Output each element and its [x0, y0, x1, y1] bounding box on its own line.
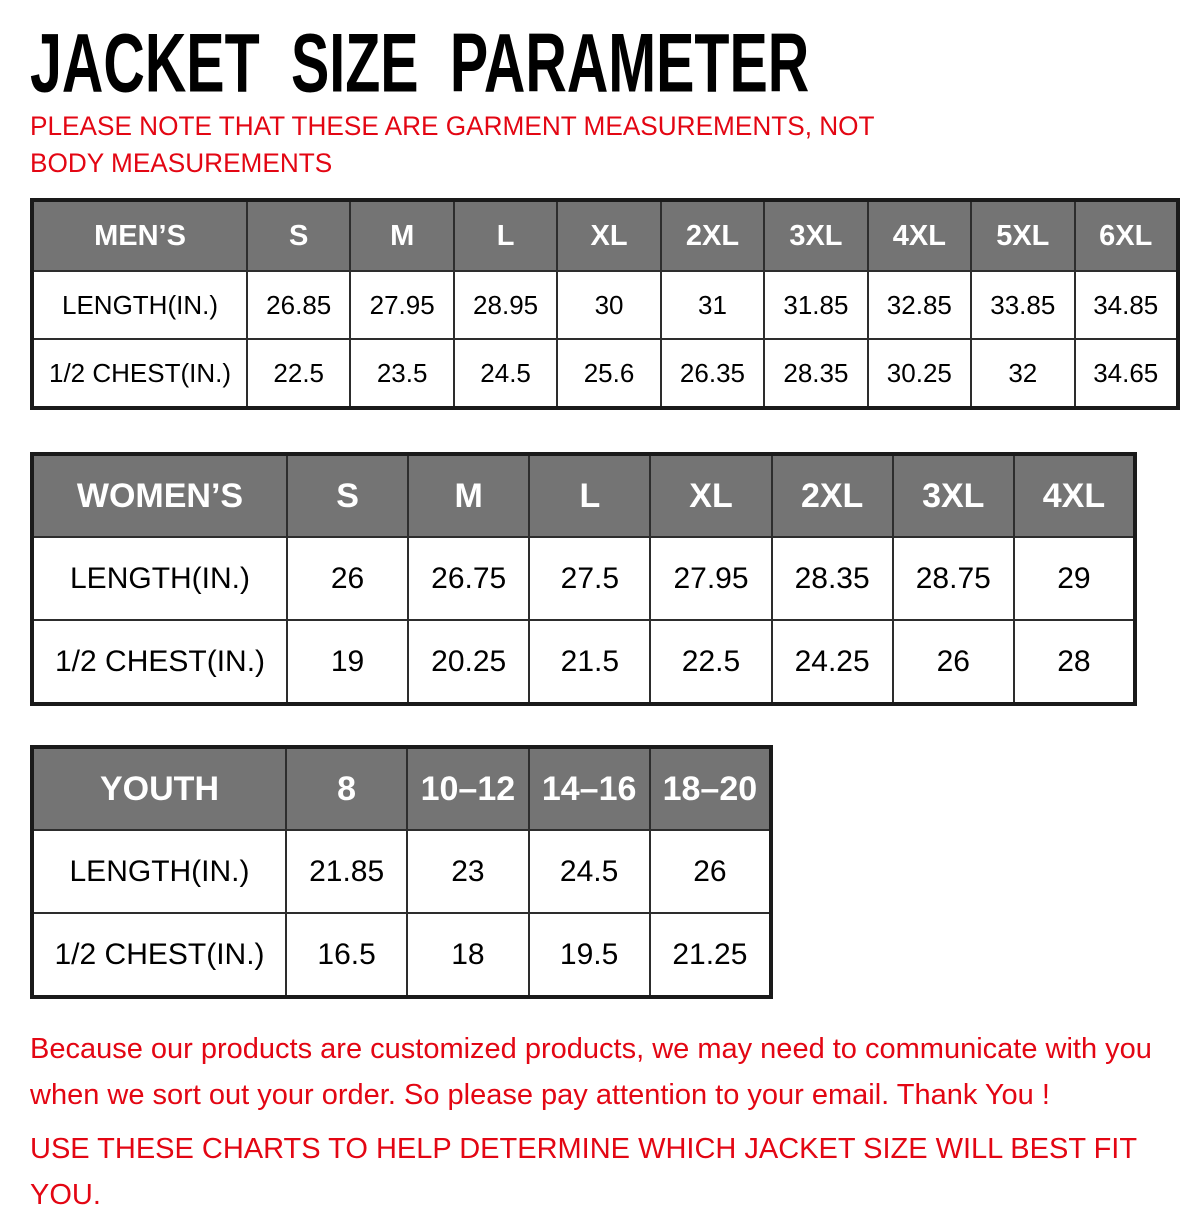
measurement-value-cell: 27.95 [350, 271, 453, 339]
size-header-cell: 5XL [971, 200, 1074, 271]
measurement-row [32, 537, 1135, 620]
measurement-value-cell: 28.95 [454, 271, 557, 339]
measurement-value-cell: 23.5 [350, 339, 453, 408]
measurement-value-cell: 18 [407, 913, 528, 997]
size-header-cell: L [529, 454, 650, 537]
measurement-value-cell: 28.35 [772, 537, 893, 620]
measurement-value-cell: 23 [407, 830, 528, 913]
measurement-value-cell: 27.95 [650, 537, 771, 620]
measurement-value-cell: 28 [1014, 620, 1135, 704]
measurement-value-cell: 21.5 [529, 620, 650, 704]
measurement-value-cell: 24.25 [772, 620, 893, 704]
measurement-value-cell: 26.85 [247, 271, 350, 339]
measurement-value-cell: 22.5 [650, 620, 771, 704]
size-header-cell: 14–16 [529, 747, 650, 830]
womens-size-table [30, 452, 1137, 706]
measurement-label-cell: 1/2 CHEST(IN.) [32, 339, 247, 408]
size-header-cell: M [350, 200, 453, 271]
measurement-row [32, 271, 1178, 339]
measurement-value-cell: 31.85 [764, 271, 867, 339]
measurement-value-cell: 28.75 [893, 537, 1014, 620]
measurement-value-cell: 16.5 [286, 913, 407, 997]
size-header-cell: 18–20 [650, 747, 771, 830]
page-title: JACKET SIZE PARAMETER [30, 16, 810, 110]
size-header-cell: XL [650, 454, 771, 537]
measurement-value-cell: 26 [287, 537, 408, 620]
measurement-label-cell: 1/2 CHEST(IN.) [32, 620, 287, 704]
measurement-label-cell: LENGTH(IN.) [32, 537, 287, 620]
measurement-value-cell: 25.6 [557, 339, 660, 408]
size-header-cell: S [247, 200, 350, 271]
size-header-cell: 3XL [893, 454, 1014, 537]
measurement-value-cell: 19.5 [529, 913, 650, 997]
measurement-value-cell: 27.5 [529, 537, 650, 620]
size-header-cell: S [287, 454, 408, 537]
size-header-cell: XL [557, 200, 660, 271]
chart-usage-instruction: USE THESE CHARTS TO HELP DETERMINE WHICH JACKET SIZE WILL BEST FIT YOU. [30, 1133, 1137, 1211]
measurement-value-cell: 34.65 [1075, 339, 1179, 408]
measurement-value-cell: 33.85 [971, 271, 1074, 339]
measurement-value-cell: 30.25 [868, 339, 971, 408]
size-header-cell: 4XL [868, 200, 971, 271]
measurement-value-cell: 28.35 [764, 339, 867, 408]
measurement-value-cell: 21.25 [650, 913, 771, 997]
size-header-cell: 10–12 [407, 747, 528, 830]
measurement-row [32, 830, 771, 913]
measurement-value-cell: 20.25 [408, 620, 529, 704]
measurement-value-cell: 26 [650, 830, 771, 913]
mens-size-table [30, 198, 1180, 410]
measurement-value-cell: 19 [287, 620, 408, 704]
measurement-row [32, 620, 1135, 704]
size-header-cell: L [454, 200, 557, 271]
measurement-value-cell: 32.85 [868, 271, 971, 339]
size-header-cell: 6XL [1075, 200, 1179, 271]
size-header-row [32, 200, 1178, 271]
size-header-row [32, 454, 1135, 537]
measurement-value-cell: 21.85 [286, 830, 407, 913]
measurement-value-cell: 32 [971, 339, 1074, 408]
measurement-value-cell: 34.85 [1075, 271, 1179, 339]
measurement-value-cell: 24.5 [529, 830, 650, 913]
youth-size-table [30, 745, 773, 999]
measurement-value-cell: 22.5 [247, 339, 350, 408]
measurement-row [32, 913, 771, 997]
measurement-row [32, 339, 1178, 408]
table-title-cell: WOMEN’S [32, 454, 287, 537]
size-header-cell: 3XL [764, 200, 867, 271]
garment-measurement-note: PLEASE NOTE THAT THESE ARE GARMENT MEASUREMENTS, NOT BODY MEASUREMENTS [30, 111, 875, 178]
size-header-cell: 8 [286, 747, 407, 830]
measurement-value-cell: 26 [893, 620, 1014, 704]
size-header-cell: 2XL [661, 200, 764, 271]
measurement-value-cell: 26.75 [408, 537, 529, 620]
measurement-label-cell: LENGTH(IN.) [32, 830, 286, 913]
size-header-row [32, 747, 771, 830]
measurement-value-cell: 29 [1014, 537, 1135, 620]
measurement-label-cell: LENGTH(IN.) [32, 271, 247, 339]
size-header-cell: 2XL [772, 454, 893, 537]
table-title-cell: MEN’S [32, 200, 247, 271]
measurement-value-cell: 26.35 [661, 339, 764, 408]
measurement-value-cell: 24.5 [454, 339, 557, 408]
measurement-value-cell: 31 [661, 271, 764, 339]
measurement-value-cell: 30 [557, 271, 660, 339]
measurement-label-cell: 1/2 CHEST(IN.) [32, 913, 286, 997]
customization-notice: Because our products are customized products, we may need to communicate with you when we sort out your order. So please pay attention to your email. Thank You ! [30, 1033, 1152, 1111]
size-header-cell: 4XL [1014, 454, 1135, 537]
table-title-cell: YOUTH [32, 747, 286, 830]
size-header-cell: M [408, 454, 529, 537]
